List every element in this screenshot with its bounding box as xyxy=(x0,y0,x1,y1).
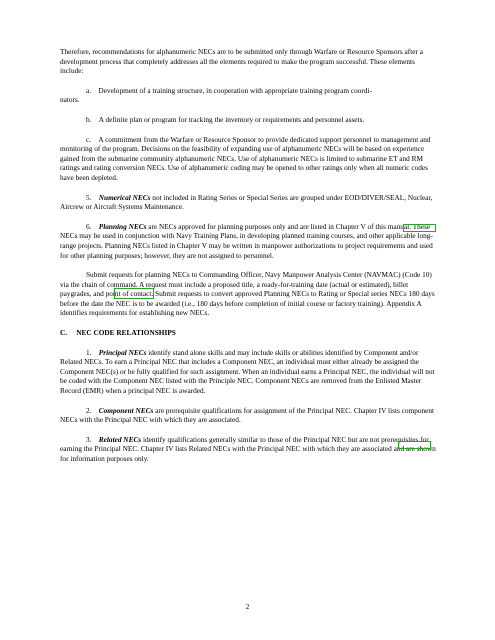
term-numerical-necs: Numerical NECs xyxy=(98,192,151,202)
term-principal-necs: Principal NECs xyxy=(98,347,147,357)
para-text: not included in Rating Series or Special Series are grouped under EOD/DIVER/SEAL, Nuclear, Aircrew or Aircraft Systems Maintenance. xyxy=(60,192,433,212)
term-related-necs: Related NECs xyxy=(98,434,142,444)
item-text: A definite plan or program for tracking the inventory or requirements and personnel assets. xyxy=(98,114,365,124)
relationship-3 xyxy=(60,435,438,464)
section-heading xyxy=(60,328,438,338)
item-text: Development of a training structure, in cooperation with appropriate training program coordi- xyxy=(98,85,372,95)
document-page xyxy=(60,47,438,474)
section-title: NEC CODE RELATIONSHIPS xyxy=(76,328,176,338)
para-text: identify stand alone skills and may include skills or abilities identified by Component and/or Related NECs. To earn a Principal NEC that includes a Component NEC, an individual must either already be assigned the Component NEC(s) or be fully qualified for such assignment. When an individual earns a Principal NEC, the individual will not be coded with the Component NEC listed with the Principle NEC. Component NECs are removed from the Enlisted Master Record (EMR) when a principal NEC is awarded. xyxy=(60,347,435,396)
list-item-c xyxy=(60,135,438,183)
item-label: b. xyxy=(86,114,92,124)
relationship-2 xyxy=(60,406,438,425)
intro-paragraph: Therefore, recommendations for alphanumeric NECs are to be submitted only through Warfare or Resource Sponsors after a development process that completely addresses all the elements required to make the program successful. These elements include: xyxy=(60,47,423,76)
para-number: 1. xyxy=(86,347,92,357)
para-text: are NECs approved for planning purposes only and are listed in Chapter V of this manual. These NECs may be used in conjunction with Navy Training Plans, in developing planned training courses, and other applicable long-range projects. Planning NECs listed in Chapter V may be written in manpower authorizations to project requirements and used for other planning purposes; however, they are not assigned to personnel. xyxy=(60,221,433,260)
relationship-1 xyxy=(60,348,438,396)
paragraph-5 xyxy=(60,193,438,212)
para-number: 5. xyxy=(86,192,92,202)
para-number: 6. xyxy=(86,221,92,231)
term-planning-necs: Planning NECs xyxy=(98,221,147,231)
para-text: are prerequisite qualifications for assignment of the Principal NEC. Chapter IV lists component NECs with the Principal NEC with which they are associated. xyxy=(60,405,435,425)
list-item-a xyxy=(60,86,438,105)
item-label: a. xyxy=(86,85,92,95)
section-letter: C. xyxy=(60,328,68,338)
list-item-b xyxy=(60,115,438,125)
para-number: 2. xyxy=(86,405,92,415)
submit-text-before: Submit requests for planning NECs to Commanding Officer, Navy Manpower Analysis Center (NAVMAC) (Code 10) via the chain of command. A request must include a proposed title, a ready-for-training date (actual or estimated), billet paygrades, and poi xyxy=(60,270,432,299)
highlight-box xyxy=(403,224,436,232)
para-number: 3. xyxy=(86,434,92,444)
page-number: 2 xyxy=(245,602,250,611)
item-label: c. xyxy=(86,134,92,144)
highlight-box xyxy=(398,441,431,449)
highlight-box: nt of contact. xyxy=(114,289,154,299)
submit-text-after: Submit requests to convert approved Planning NECs to Rating or Special series NECs 180 days before the date the NEC is to be awarded (i.e., 180 days before completion of initial course or factory training). Appendix A identifies requirements for establishing new NECs. xyxy=(60,289,435,318)
para-text: identify qualifications generally similar to those of the Principal NEC but are not prerequisites for earning the Principal NEC. Chapter IV lists Related NECs with the Principal NEC with which they are associated and are shown for information purposes only. xyxy=(60,434,436,463)
item-text: A commitment from the Warfare or Resource Sponsor to provide dedicated support personnel to management and monitoring of the program. Decisions on the feasibility of expanding use of alphanumeric NECs will be based on experience gained from the submarine community alphanumeric NECs. Use of alphanumeric NECs is limited to submarine ET and RM ratings and rating conversion NECs. Use of alphanumeric coding may be opened to other ratings only when all numeric codes have been depleted. xyxy=(60,134,431,182)
item-continuation: nators. xyxy=(60,95,80,105)
term-component-necs: Component NECs xyxy=(98,405,154,415)
paragraph-6 xyxy=(60,222,438,260)
submit-paragraph xyxy=(60,270,438,318)
